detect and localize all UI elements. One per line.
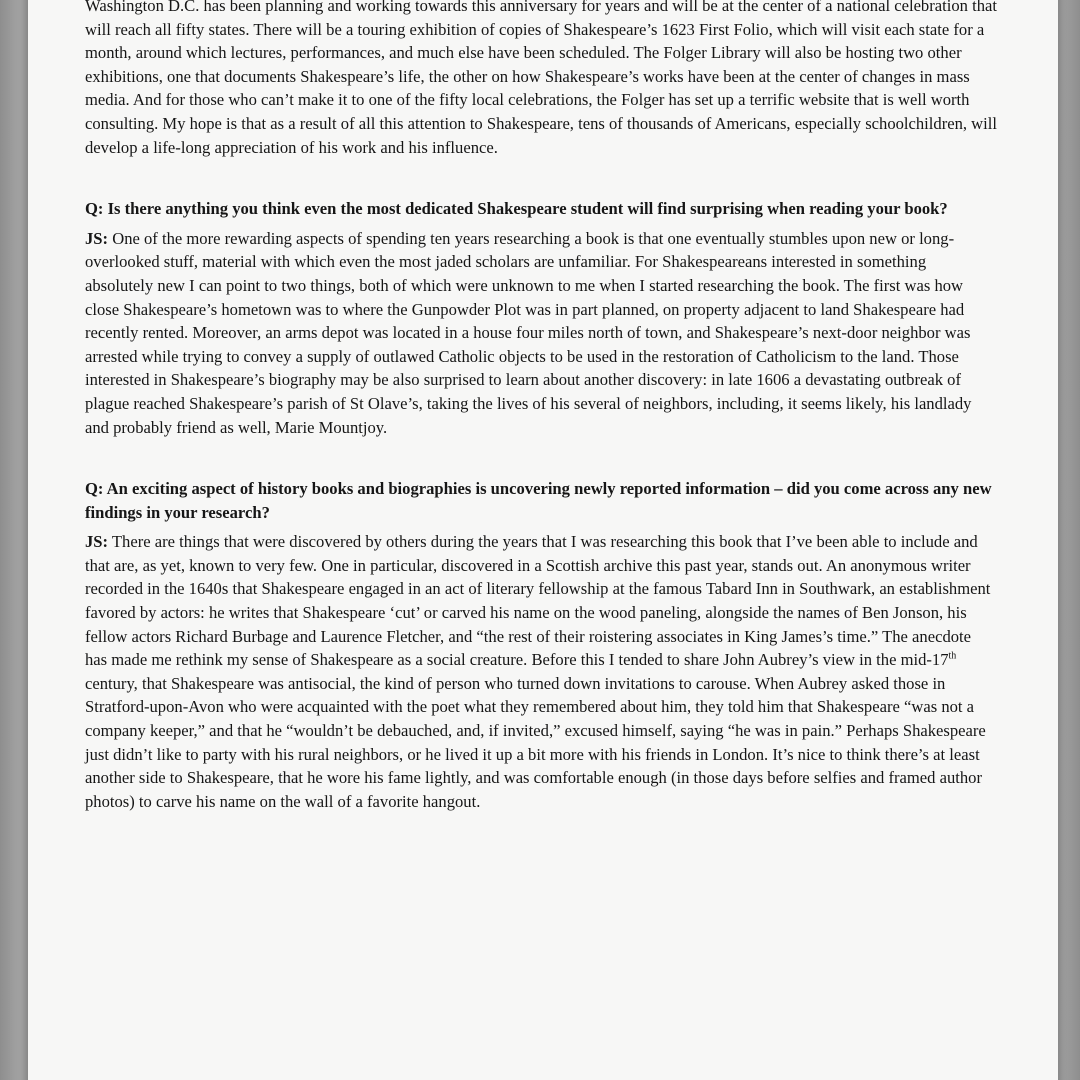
answer-2-superscript: th	[948, 650, 957, 662]
answer-1-speaker: JS:	[85, 228, 109, 248]
answer-1	[85, 227, 997, 439]
document-page[interactable]	[28, 0, 1058, 1080]
intro-paragraph: Washington D.C. has been planning and working towards this anniversary for years and will be at the center of a national celebration that will reach all fifty states. There will be a touring exhibition of copies of Shakespeare’s 1623 First Folio, which will visit each state for a month, around which lectures, performances, and much else have been scheduled. The Folger Library will also be hosting two other exhibitions, one that documents Shakespeare’s life, the other on how Shakespeare’s works have been at the center of changes in mass media. And for those who can’t make it to one of the fifty local celebrations, the Folger has set up a terrific website that is well worth consulting. My hope is that as a result of all this attention to Shakespeare, tens of thousands of Americans, especially schoolchildren, will develop a life-long appreciation of his work and his influence.	[85, 0, 997, 157]
question-2: Q: An exciting aspect of history books and biographies is uncovering newly reported information – did you come across any new findings in your research?	[85, 479, 992, 522]
answer-2-text-part1: There are things that were discovered by others during the years that I was researching this book that I’ve been able to include and that are, as yet, known to very few. One in particular, discovered in a Scottish archive this past year, stands out. An anonymous writer recorded in the 1640s that Shakespeare engaged in an act of literary fellowship at the famous Tabard Inn in Southwark, an establishment favored by actors: he writes that Shakespeare ‘cut’ or carved his name on the wood paneling, alongside the names of Ben Jonson, his fellow actors Richard Burbage and Laurence Fletcher, and “the rest of their roistering associates in King James’s time.” The anecdote has made me rethink my sense of Shakespeare as a social creature. Before this I tended to share John Aubrey’s view in the mid-17	[85, 532, 991, 670]
answer-2-text-part2: century, that Shakespeare was antisocial, the kind of person who turned down invitations to carouse. When Aubrey asked those in Stratford-upon-Avon who were acquainted with the poet what they remembered about him, they told him that Shakespeare “was not a company keeper,” and that he “wouldn’t be debauched, and, if invited,” excused himself, saying “he was in pain.” Perhaps Shakespeare just didn’t like to party with his rural neighbors, or he lived it up a bit more with his friends in London. It’s nice to think there’s at least another side to Shakespeare, that he wore his fame lightly, and was comfortable enough (in those days before selfies and framed author photos) to carve his name on the wall of a favorite hangout.	[85, 673, 986, 811]
document-body	[85, 0, 997, 813]
question-1: Q: Is there anything you think even the most dedicated Shakespeare student will find surprising when reading your book?	[85, 199, 948, 219]
paragraph-spacer	[85, 159, 997, 197]
answer-2-speaker: JS:	[85, 532, 109, 552]
answer-1-text: One of the more rewarding aspects of spending ten years researching a book is that one eventually stumbles upon new or long-overlooked stuff, material with which even the most jaded scholars are unfamiliar. For Shakespeareans interested in something absolutely new I can point to two things, both of which were unknown to me when I started researching the book. The first was how close Shakespeare’s hometown was to where the Gunpowder Plot was in part planned, on property adjacent to land Shakespeare had recently rented. Moreover, an arms depot was located in a house four miles north of town, and Shakespeare’s next-door neighbor was arrested while trying to convey a supply of outlawed Catholic objects to be used in the restoration of Catholicism to the land. Those interested in Shakespeare’s biography may be also surprised to learn about another discovery: in late 1606 a devastating outbreak of plague reached Shakespeare’s parish of St Olave’s, taking the lives of his several of neighbors, including, it seems likely, his landlady and probably friend as well, Marie Mountjoy.	[85, 228, 972, 437]
paragraph-spacer	[85, 439, 997, 477]
answer-2	[85, 530, 997, 813]
